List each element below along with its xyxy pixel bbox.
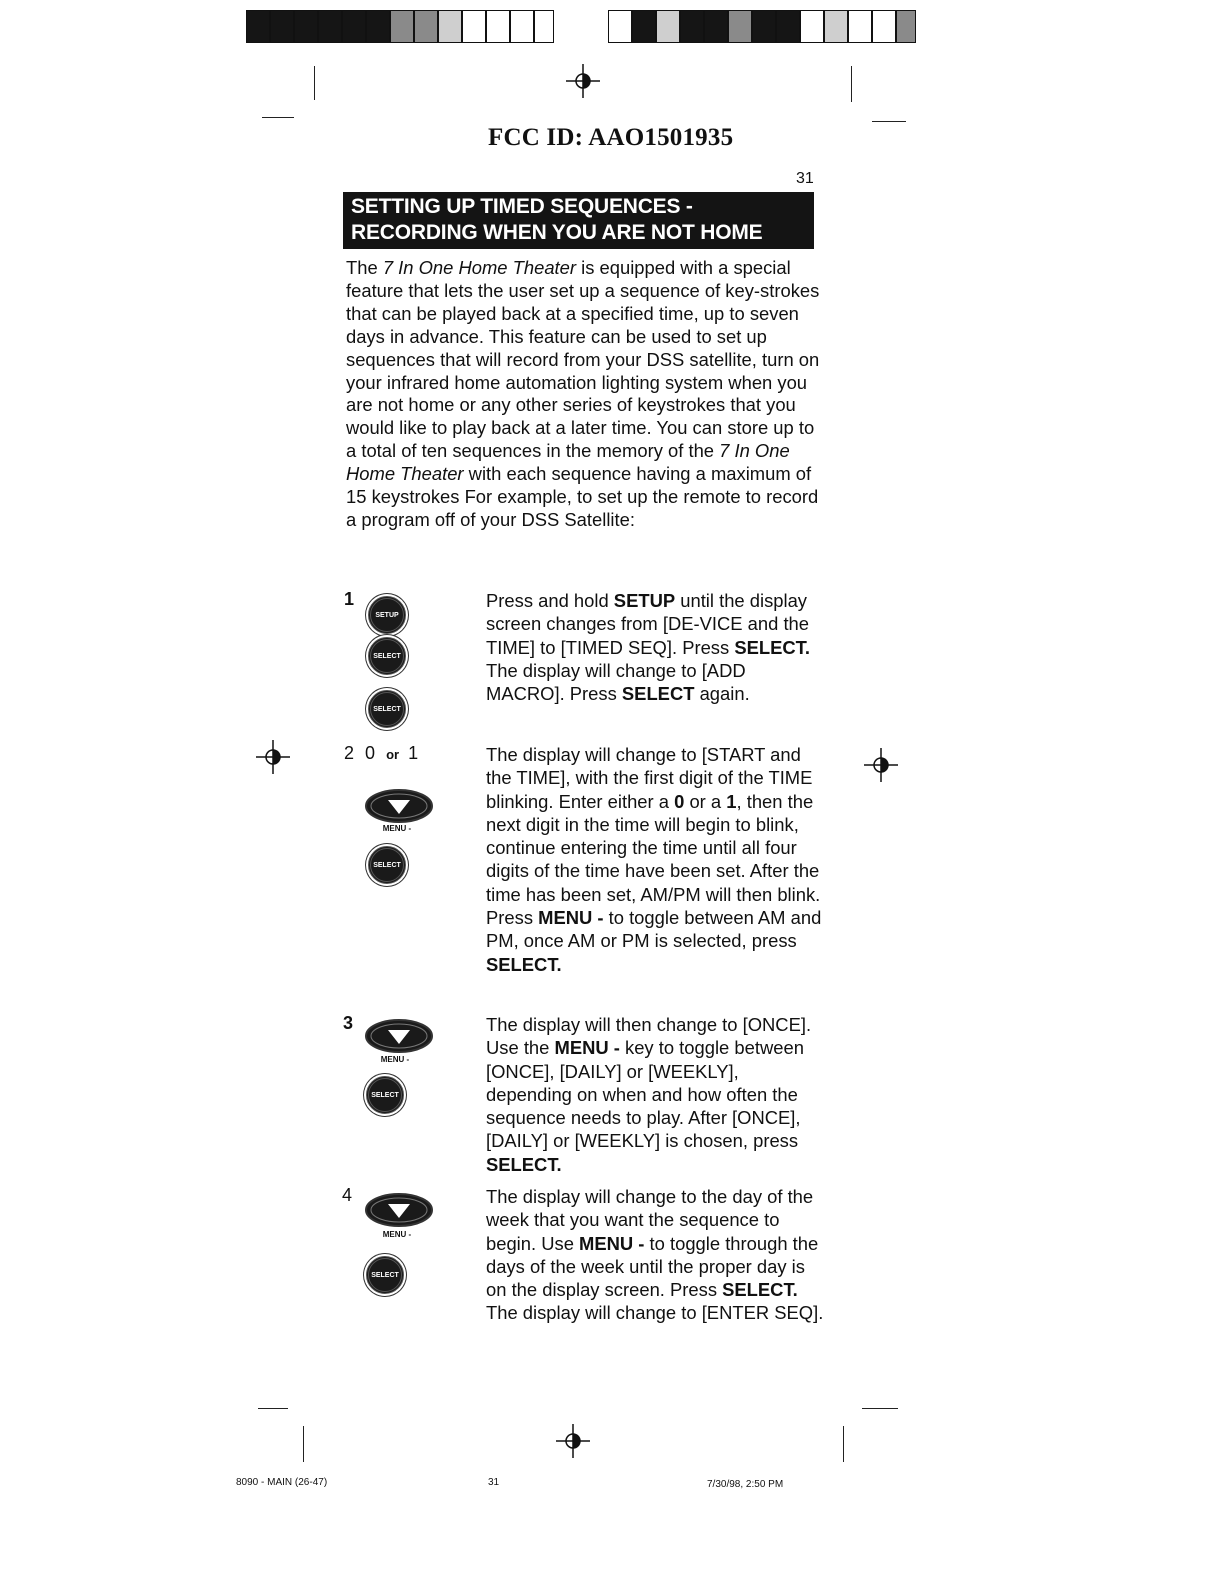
menu-button-label: MENU - <box>382 824 412 833</box>
key-name: 0 <box>674 790 685 812</box>
step-2-keys <box>344 743 418 764</box>
key-name: SELECT <box>621 683 695 705</box>
button-label: SELECT <box>371 1091 399 1099</box>
key-name: MENU - <box>554 1037 620 1059</box>
footer-timestamp: 7/30/98, 2:50 PM <box>707 1479 784 1490</box>
crop-mark <box>314 66 315 100</box>
select-button-icon <box>366 1256 404 1294</box>
button-label: SETUP <box>375 611 399 619</box>
product-name: 7 In One Home Theater <box>382 257 577 278</box>
step-number: 4 <box>342 1185 353 1205</box>
step-text-span: again. <box>694 683 750 705</box>
step-number: 2 <box>344 743 355 763</box>
select-button-icon <box>368 846 406 884</box>
registration-crosshair-icon <box>256 740 290 774</box>
menu-button-label: MENU - <box>380 1055 410 1064</box>
intro-text: The <box>346 257 383 278</box>
registration-crosshair-icon <box>566 64 600 98</box>
menu-down-button-icon <box>364 1014 434 1058</box>
key-name: 1 <box>726 790 737 812</box>
step-text-span: The display will change to [ADD MACRO]. Press <box>486 659 746 705</box>
step-text-span: until the display screen changes from [DE-VICE and the TIME] to [TIMED SEQ]. Press <box>486 590 810 658</box>
key-name: SELECT. <box>734 636 810 658</box>
crop-mark <box>862 1408 898 1409</box>
step-text-span: Press and hold <box>486 590 614 611</box>
step-text-span: The display will change to [START and the TIME], with the first digit of the TIME blinking. Enter either a <box>486 744 813 812</box>
crop-mark <box>872 121 906 122</box>
select-button-icon <box>368 690 406 728</box>
key-name: SETUP <box>613 590 676 611</box>
step-text-span: The display will change to the day of the week that you want the sequence to begin. Use <box>486 1186 814 1254</box>
key-name: SELECT. <box>486 1153 562 1175</box>
button-label: SELECT <box>371 1271 399 1279</box>
banner-line-1: SETTING UP TIMED SEQUENCES - <box>351 195 693 218</box>
key-name: SELECT. <box>486 953 562 975</box>
key-name: MENU - <box>538 907 604 929</box>
step-text-span: The display will change to [ENTER SEQ]. <box>486 1302 824 1324</box>
registration-bar-right <box>608 10 916 43</box>
section-banner <box>343 192 814 249</box>
footer-page-number: 31 <box>488 1477 500 1488</box>
step-text-span: to toggle through the days of the week until the proper day is on the display screen. Press <box>486 1232 819 1301</box>
page-number-top: 31 <box>796 170 814 187</box>
key-name: SELECT. <box>722 1279 798 1301</box>
step-text-span: to toggle between AM and PM, once AM or PM is selected, press <box>486 907 822 952</box>
step-2-text <box>486 743 826 976</box>
crop-mark <box>851 66 852 102</box>
step-text-span: or a <box>684 790 727 812</box>
digit-key: 1 <box>408 743 419 763</box>
fcc-id: FCC ID: AAO1501935 <box>488 124 734 151</box>
menu-down-button-icon <box>364 784 434 828</box>
step-3-text <box>486 1013 826 1176</box>
registration-crosshair-icon <box>556 1424 590 1458</box>
setup-button-icon <box>368 596 406 634</box>
intro-paragraph <box>346 257 826 532</box>
crop-mark <box>843 1426 844 1462</box>
select-button-icon <box>366 1076 404 1114</box>
step-1-text <box>486 589 826 705</box>
step-4-text <box>486 1185 826 1325</box>
step-number: 3 <box>343 1013 354 1033</box>
step-text-span: , then the next digit in the time will begin to blink, continue entering the time until all four digits of the time have been set. After the time has been set, AM/PM will then blink. Press <box>486 790 821 929</box>
menu-down-button-icon <box>364 1188 434 1232</box>
select-button-icon <box>368 637 406 675</box>
key-name: MENU - <box>579 1232 645 1254</box>
menu-button-label: MENU - <box>382 1230 412 1239</box>
or-label: or <box>386 747 400 762</box>
button-label: SELECT <box>373 705 401 713</box>
button-label: SELECT <box>373 652 401 660</box>
footer-job-id: 8090 - MAIN (26-47) <box>236 1477 328 1488</box>
crop-mark <box>262 117 294 118</box>
intro-text: with each sequence having a maximum of 15 keystrokes For example, to set up the remote to record a program off of your DSS Satellite: <box>346 463 819 530</box>
crop-mark <box>258 1408 288 1409</box>
registration-crosshair-icon <box>864 748 898 782</box>
crop-mark <box>303 1426 304 1462</box>
product-name: 7 In One Home Theater <box>346 440 790 485</box>
step-text-span: key to toggle between [ONCE], [DAILY] or [WEEKLY], depending on when and how often the sequence needs to play. After [ONCE], [DAILY] or [WEEKLY] is chosen, press <box>486 1037 804 1152</box>
intro-text: is equipped with a special feature that lets the user set up a sequence of key-strokes that can be played back at a specified time, up to seven days in advance. This feature can be used to set up sequences that will record from your DSS satellite, turn on your infrared home automation lighting system when you are not home or any other series of keystrokes that you would like to play back at a later time. You can store up to a total of ten sequences in the memory of the <box>346 257 820 462</box>
step-number: 1 <box>344 589 355 609</box>
registration-bar-left <box>246 10 554 43</box>
banner-line-2: RECORDING WHEN YOU ARE NOT HOME <box>351 221 763 244</box>
button-label: SELECT <box>373 861 401 869</box>
step-text-span: The display will then change to [ONCE]. Use the <box>486 1014 812 1059</box>
digit-key: 0 <box>365 743 376 763</box>
